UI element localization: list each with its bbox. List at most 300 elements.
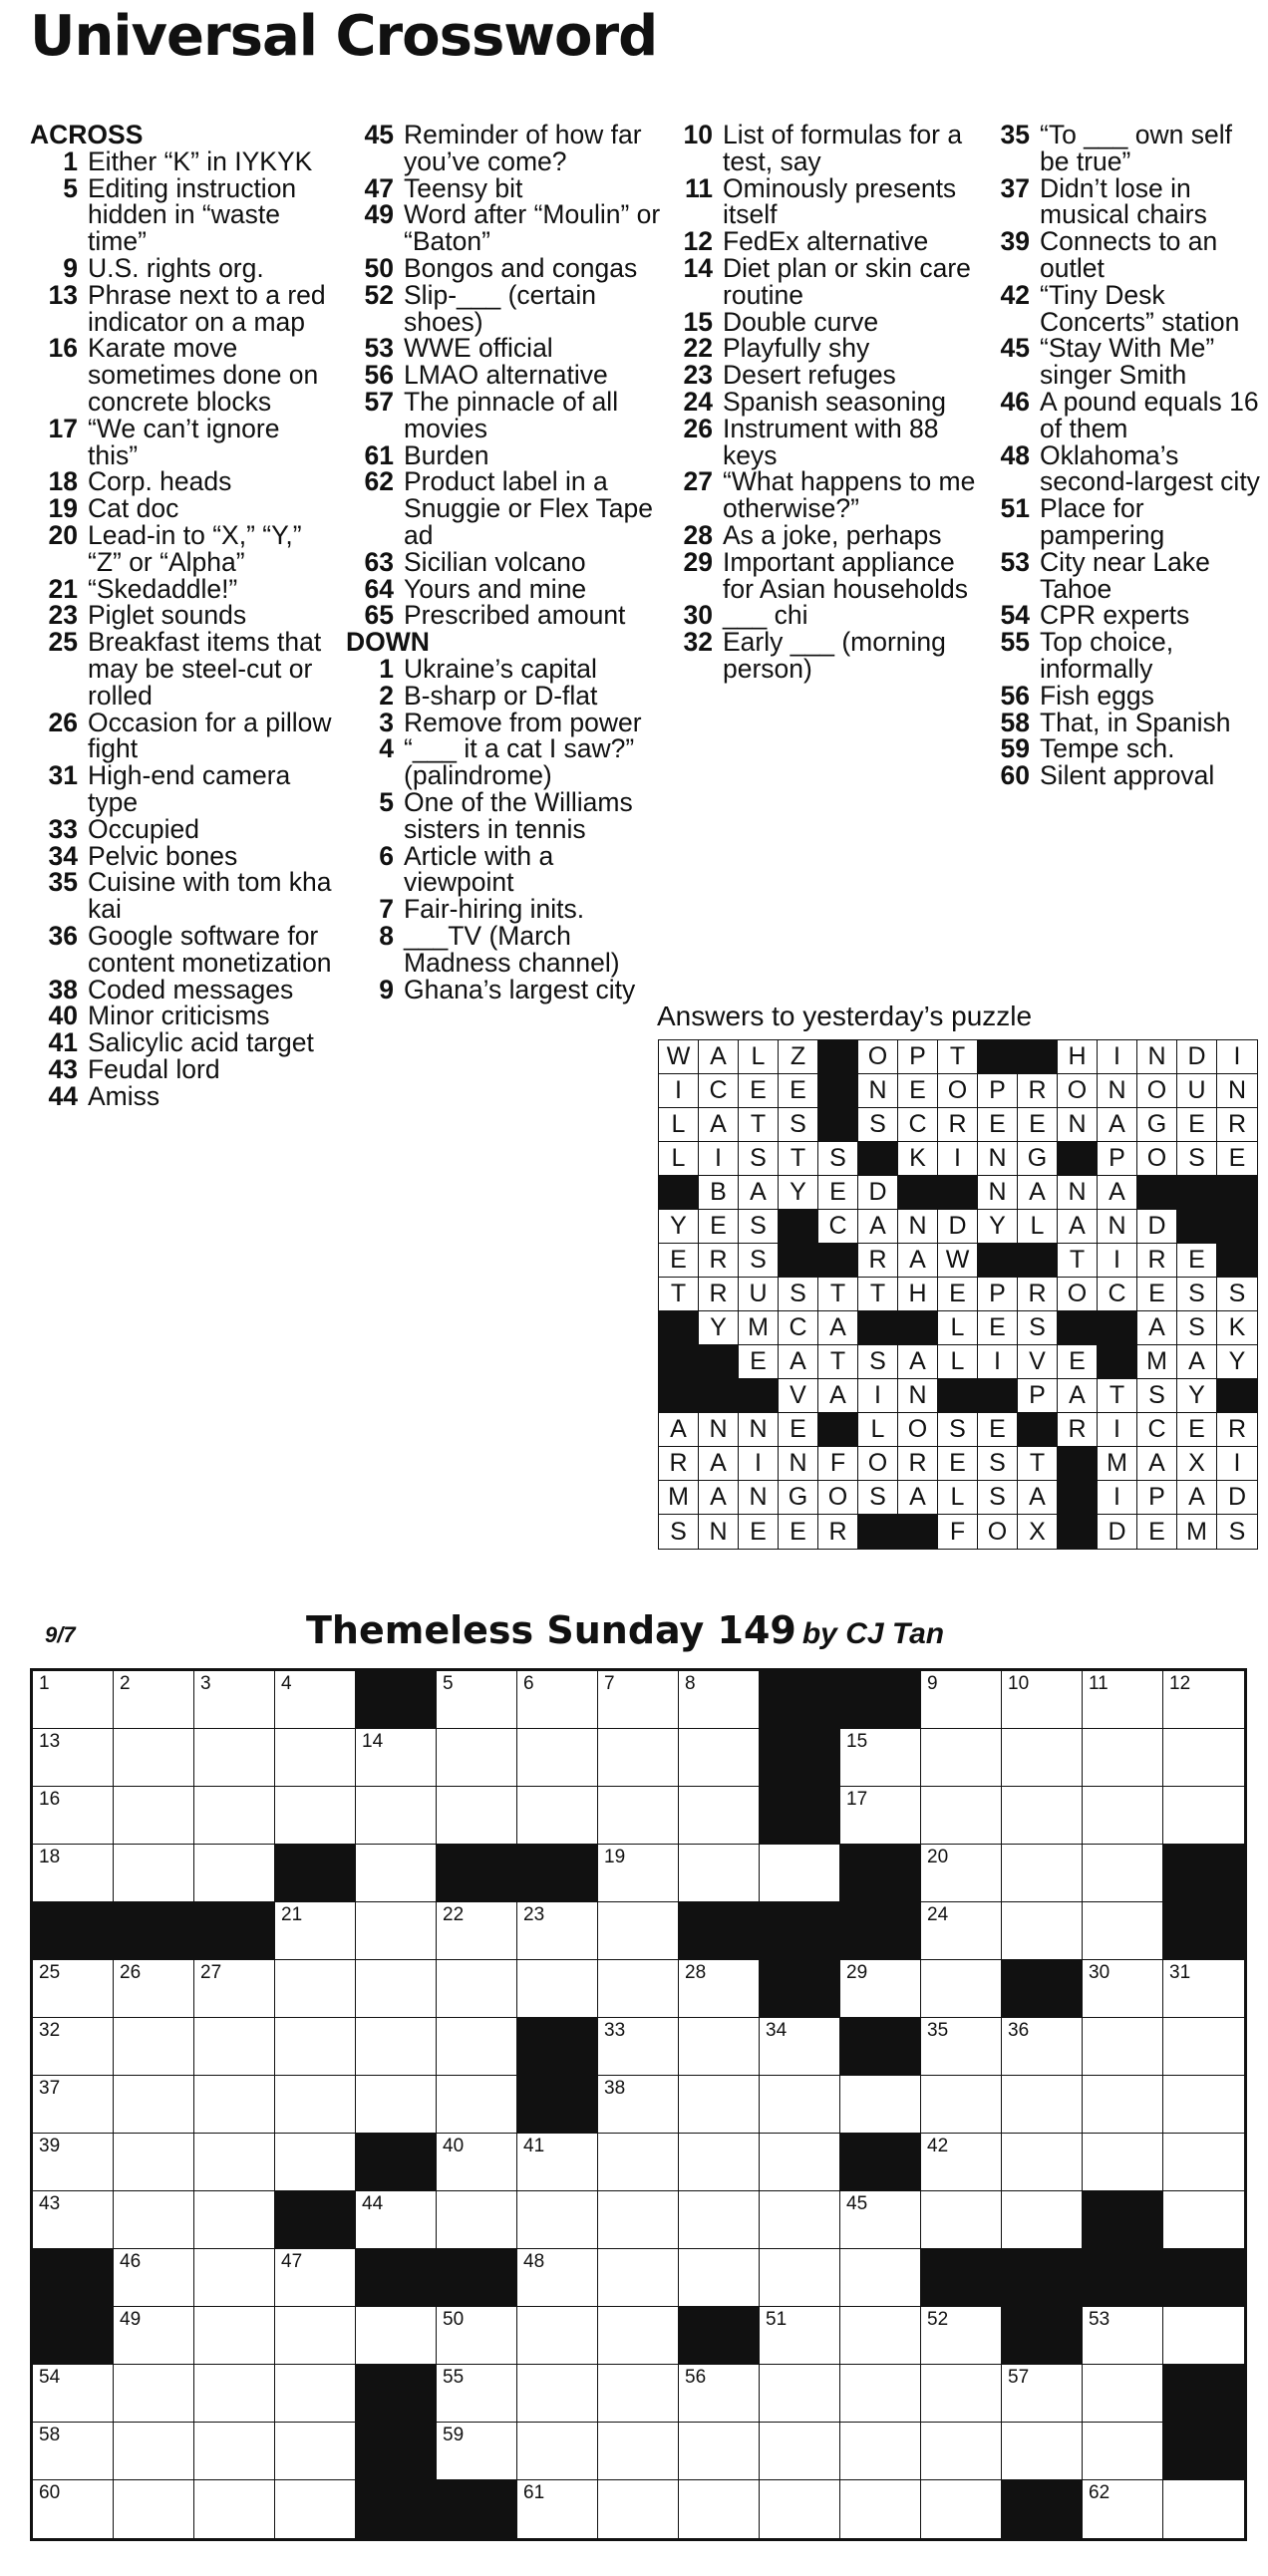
- grid-square: [760, 2134, 840, 2191]
- answer-letter: A: [1098, 1176, 1137, 1210]
- grid-square: [598, 2249, 679, 2307]
- answer-letter: A: [1177, 1345, 1217, 1379]
- grid-square: [194, 2076, 275, 2134]
- clue-text: “Stay With Me” singer Smith: [1040, 333, 1215, 391]
- grid-number: 15: [846, 1731, 868, 1752]
- clue: [28, 279, 332, 337]
- clue: [28, 172, 332, 257]
- clue-number: 56: [1000, 680, 1030, 711]
- clue: [28, 573, 332, 604]
- answer-grid: [658, 1039, 1258, 1550]
- clue-number: 62: [364, 466, 394, 497]
- grid-square: [921, 1902, 1002, 1960]
- answer-letter: I: [1098, 1040, 1137, 1074]
- clue-text: Spanish seasoning: [723, 386, 946, 417]
- answer-letter: A: [779, 1345, 818, 1379]
- answer-block: [659, 1379, 699, 1413]
- grid-square: [356, 1902, 437, 1960]
- clue-number: 21: [48, 573, 78, 604]
- answer-letter: E: [1018, 1108, 1058, 1142]
- answer-block: [1098, 1311, 1137, 1345]
- clue-text: Bongos and congas: [404, 252, 638, 283]
- clue: [28, 1053, 332, 1084]
- grid-square: [194, 2191, 275, 2249]
- black-square: [840, 2134, 921, 2191]
- answer-letter: S: [818, 1142, 858, 1176]
- grid-square: [356, 2307, 437, 2365]
- answer-block: [978, 1379, 1018, 1413]
- grid-square: [840, 2307, 921, 2365]
- answer-letter: N: [699, 1515, 739, 1549]
- clue: [663, 386, 977, 417]
- clue-text: Connects to an outlet: [1040, 226, 1218, 283]
- clue: [344, 172, 663, 203]
- grid-square: [1002, 2365, 1083, 2423]
- clue-text: Top choice, informally: [1040, 627, 1174, 684]
- answer-letter: A: [858, 1210, 898, 1244]
- clue-number: 4: [379, 733, 394, 764]
- clue-number: 37: [1000, 172, 1030, 203]
- grid-square: [1002, 2018, 1083, 2076]
- black-square: [356, 2249, 437, 2307]
- clue: [344, 896, 663, 923]
- black-square: [437, 2249, 517, 2307]
- clue-text: Either “K” in IYKYK: [88, 145, 313, 176]
- clue: [344, 920, 663, 978]
- answer-letter: A: [898, 1345, 938, 1379]
- clue-text: Double curve: [723, 306, 879, 337]
- grid-square: [356, 1787, 437, 1845]
- answer-block: [1058, 1311, 1098, 1345]
- clue-text: Didn’t lose in musical chairs: [1040, 172, 1207, 230]
- answer-letter: T: [779, 1142, 818, 1176]
- answer-letter: C: [898, 1108, 938, 1142]
- clue-text: FedEx alternative: [723, 226, 929, 257]
- answer-letter: O: [818, 1481, 858, 1515]
- clue-text: One of the Williams sisters in tennis: [404, 786, 633, 844]
- grid-number: 1: [39, 1673, 50, 1694]
- clue-text: Occasion for a pillow fight: [88, 707, 332, 764]
- answer-letter: M: [659, 1481, 699, 1515]
- clue: [28, 974, 332, 1004]
- answer-letter: N: [898, 1210, 938, 1244]
- grid-square: [598, 1845, 679, 1902]
- clue: [344, 546, 663, 577]
- black-square: [356, 2134, 437, 2191]
- grid-square: [598, 1729, 679, 1787]
- answer-letter: I: [978, 1345, 1018, 1379]
- answer-letter: E: [1177, 1108, 1217, 1142]
- answer-letter: I: [659, 1074, 699, 1108]
- answer-letter: S: [779, 1108, 818, 1142]
- clue-text: Oklahoma’s second-largest city: [1040, 439, 1260, 497]
- grid-square: [1083, 2307, 1163, 2365]
- black-square: [1083, 2191, 1163, 2249]
- clue-text: Google software for content monetization: [88, 920, 332, 978]
- grid-square: [114, 2018, 194, 2076]
- black-square: [760, 1729, 840, 1787]
- grid-square: [114, 2249, 194, 2307]
- answer-letter: A: [1137, 1311, 1177, 1345]
- answer-letter: Y: [978, 1210, 1018, 1244]
- answer-letter: S: [1228, 1517, 1246, 1546]
- black-square: [114, 1902, 194, 1960]
- answer-letter: P: [898, 1040, 938, 1074]
- grid-square: [679, 2423, 760, 2480]
- answer-block: [779, 1244, 818, 1278]
- clue-number: 47: [364, 172, 394, 203]
- clue-number: 53: [1000, 546, 1030, 577]
- answer-letter: E: [1058, 1345, 1098, 1379]
- clue: [663, 629, 977, 683]
- answer-letter: T: [739, 1108, 779, 1142]
- black-square: [1163, 2365, 1244, 2423]
- grid-number: 38: [604, 2078, 626, 2099]
- clue: [980, 172, 1268, 230]
- clue: [344, 279, 663, 337]
- answer-block: [1217, 1244, 1257, 1278]
- answer-letter: E: [1177, 1244, 1217, 1278]
- black-square: [356, 2365, 437, 2423]
- clue-number: 63: [364, 546, 394, 577]
- answer-block: [1018, 1244, 1058, 1278]
- grid-square: [114, 2480, 194, 2538]
- grid-square: [1083, 1729, 1163, 1787]
- grid-square: [1163, 2134, 1244, 2191]
- answer-letter: O: [898, 1413, 938, 1447]
- grid-square: [437, 1729, 517, 1787]
- grid-square: [679, 2480, 760, 2538]
- clue: [28, 252, 332, 283]
- clue: [663, 335, 977, 362]
- answer-block: [858, 1311, 898, 1345]
- answer-letter: L: [659, 1108, 699, 1142]
- grid-square: [437, 2191, 517, 2249]
- grid-square: [33, 2018, 114, 2076]
- grid-square: [33, 2365, 114, 2423]
- answer-block: [938, 1379, 978, 1413]
- answer-letter: A: [699, 1040, 739, 1074]
- grid-square: [275, 2134, 356, 2191]
- grid-square: [114, 2134, 194, 2191]
- answer-letter: I: [739, 1447, 779, 1481]
- grid-number: 44: [362, 2193, 384, 2214]
- grid-square: [194, 2134, 275, 2191]
- clue-text: A pound equals 16 of them: [1040, 386, 1259, 443]
- clue-number: 41: [48, 1027, 78, 1058]
- grid-square: [437, 2134, 517, 2191]
- clue: [344, 362, 663, 389]
- grid-number: 5: [443, 1673, 454, 1694]
- answer-block: [858, 1515, 898, 1549]
- grid-square: [1083, 2134, 1163, 2191]
- answer-letter: E: [779, 1413, 818, 1447]
- grid-square: [598, 2423, 679, 2480]
- clue-text: Salicylic acid target: [88, 1027, 314, 1058]
- grid-square: [275, 1902, 356, 1960]
- grid-number: 34: [766, 2020, 788, 2041]
- answer-letter: I: [1217, 1447, 1257, 1481]
- answer-letter: O: [858, 1040, 898, 1074]
- clue-number: 61: [364, 439, 394, 470]
- answer-letter: W: [938, 1244, 978, 1278]
- answer-letter: A: [898, 1481, 938, 1515]
- answer-block: [1177, 1210, 1217, 1244]
- clue-text: Article with a viewpoint: [404, 840, 554, 898]
- grid-square: [517, 1960, 598, 2018]
- answer-letter: I: [1098, 1244, 1137, 1278]
- clue: [344, 122, 663, 175]
- answer-letter: P: [1098, 1142, 1137, 1176]
- grid-square: [760, 2423, 840, 2480]
- grid-square: [114, 1787, 194, 1845]
- clue-text: “To ___ own self be true”: [1040, 120, 1232, 176]
- answer-block: [1217, 1210, 1257, 1244]
- answer-letter: V: [779, 1379, 818, 1413]
- answer-letter: M: [1137, 1345, 1177, 1379]
- answer-letter: N: [1098, 1210, 1137, 1244]
- answer-block: [898, 1311, 938, 1345]
- grid-number: 39: [39, 2136, 61, 2156]
- grid-square: [275, 1729, 356, 1787]
- grid-square: [921, 2480, 1002, 2538]
- clue-text: Ghana’s largest city: [404, 974, 636, 1004]
- grid-square: [598, 1671, 679, 1729]
- answer-letter: A: [699, 1447, 739, 1481]
- answer-letter: H: [898, 1278, 938, 1311]
- puzzle-title: Themeless Sunday 149: [306, 1608, 796, 1652]
- answer-letter: O: [938, 1074, 978, 1108]
- answer-letter: I: [1217, 1040, 1257, 1074]
- answer-letter: L: [1018, 1210, 1058, 1244]
- answer-letter: S: [779, 1278, 818, 1311]
- page-title: Universal Crossword: [30, 4, 658, 69]
- grid-square: [1002, 1845, 1083, 1902]
- grid-number: 50: [443, 2309, 465, 2330]
- clue: [980, 680, 1268, 711]
- clue: [980, 762, 1268, 789]
- answer-letter: I: [699, 1142, 739, 1176]
- clue: [344, 386, 663, 443]
- grid-square: [437, 2365, 517, 2423]
- answer-letter: N: [1137, 1040, 1177, 1074]
- grid-square: [356, 2076, 437, 2134]
- grid-square: [1083, 1960, 1163, 2018]
- clue-number: 24: [683, 386, 713, 417]
- black-square: [760, 1902, 840, 1960]
- grid-square: [437, 2423, 517, 2480]
- grid-number: 29: [846, 1962, 868, 1983]
- grid-number: 46: [120, 2251, 142, 2272]
- grid-square: [114, 1960, 194, 2018]
- clue-text: Cat doc: [88, 493, 179, 524]
- answer-letter: G: [779, 1481, 818, 1515]
- answer-letter: F: [818, 1447, 858, 1481]
- clue-text: U.S. rights org.: [88, 252, 264, 283]
- answer-block: [1217, 1379, 1257, 1413]
- answer-block: [1058, 1447, 1098, 1481]
- answer-block: [818, 1074, 858, 1108]
- answer-letter: E: [898, 1074, 938, 1108]
- answer-letter: E: [1217, 1142, 1257, 1176]
- grid-number: 35: [927, 2020, 949, 2041]
- grid-square: [760, 2249, 840, 2307]
- clue: [28, 762, 332, 816]
- grid-square: [275, 1787, 356, 1845]
- grid-square: [33, 2480, 114, 2538]
- black-square: [33, 2307, 114, 2365]
- grid-square: [194, 2423, 275, 2480]
- answer-letter: P: [1018, 1379, 1058, 1413]
- answer-letter: A: [1177, 1481, 1217, 1515]
- clue: [28, 840, 332, 871]
- answer-letter: Y: [699, 1311, 739, 1345]
- grid-number: 60: [39, 2482, 61, 2503]
- grid-square: [598, 2076, 679, 2134]
- grid-square: [33, 2191, 114, 2249]
- grid-square: [840, 2480, 921, 2538]
- clue-text: Phrase next to a red indicator on a map: [88, 279, 326, 337]
- clue: [28, 1002, 332, 1029]
- answer-block: [818, 1413, 858, 1447]
- answer-letter: F: [938, 1515, 978, 1549]
- answer-letter: T: [818, 1345, 858, 1379]
- answer-letter: C: [779, 1311, 818, 1345]
- grid-square: [921, 1960, 1002, 2018]
- clue: [344, 573, 663, 604]
- grid-square: [598, 2365, 679, 2423]
- grid-square: [1002, 1671, 1083, 1729]
- answer-block: [1018, 1413, 1058, 1447]
- black-square: [1083, 2249, 1163, 2307]
- clue-text: Cuisine with tom kha kai: [88, 867, 332, 925]
- grid-square: [194, 1845, 275, 1902]
- grid-number: 51: [766, 2309, 788, 2330]
- answer-letter: E: [739, 1074, 779, 1108]
- clue-text: LMAO alternative: [404, 360, 608, 391]
- clue-text: Amiss: [88, 1080, 160, 1111]
- clue-text: Diet plan or skin care routine: [723, 252, 971, 310]
- clue-number: 27: [683, 466, 713, 497]
- black-square: [840, 1902, 921, 1960]
- clue-text: Editing instruction hidden in “waste time”: [88, 172, 297, 257]
- clue-number: 65: [364, 600, 394, 631]
- clue: [980, 495, 1268, 549]
- clue: [663, 413, 977, 470]
- grid-square: [517, 2249, 598, 2307]
- answer-letter: E: [739, 1515, 779, 1549]
- black-square: [437, 2480, 517, 2538]
- clue: [344, 680, 663, 711]
- black-square: [760, 1671, 840, 1729]
- grid-square: [517, 1787, 598, 1845]
- answer-letter: S: [938, 1413, 978, 1447]
- clue-number: 39: [1000, 226, 1030, 257]
- grid-square: [1002, 2191, 1083, 2249]
- clue-number: 35: [48, 867, 78, 898]
- clue: [28, 413, 332, 470]
- grid-square: [598, 1902, 679, 1960]
- grid-square: [679, 1845, 760, 1902]
- clue: [28, 1029, 332, 1056]
- answer-block: [1058, 1481, 1098, 1515]
- answer-letter: S: [1137, 1379, 1177, 1413]
- answer-letter: A: [699, 1108, 739, 1142]
- crossword-grid: [30, 1668, 1247, 2541]
- grid-square: [1083, 2018, 1163, 2076]
- answer-letter: O: [978, 1515, 1018, 1549]
- answer-letter: T: [858, 1278, 898, 1311]
- answer-block: [659, 1345, 699, 1379]
- answer-letter: A: [818, 1311, 858, 1345]
- answer-block: [1137, 1176, 1177, 1210]
- grid-square: [33, 1671, 114, 1729]
- clue: [344, 335, 663, 362]
- grid-square: [517, 1729, 598, 1787]
- answer-letter: S: [1217, 1278, 1257, 1311]
- grid-square: [114, 2191, 194, 2249]
- answer-letter: A: [1058, 1379, 1098, 1413]
- clue: [663, 252, 977, 310]
- answer-letter: D: [1217, 1481, 1257, 1515]
- answer-letter: C: [818, 1210, 858, 1244]
- grid-number: 21: [281, 1904, 303, 1925]
- clue: [28, 519, 332, 577]
- grid-square: [517, 2307, 598, 2365]
- answer-letter: C: [1137, 1413, 1177, 1447]
- black-square: [517, 1845, 598, 1902]
- clue-number: 18: [48, 466, 78, 497]
- grid-square: [1002, 1729, 1083, 1787]
- grid-square: [840, 1729, 921, 1787]
- grid-number: 52: [927, 2309, 949, 2330]
- grid-square: [760, 2191, 840, 2249]
- grid-number: 12: [1169, 1673, 1191, 1694]
- grid-square: [760, 2365, 840, 2423]
- grid-square: [33, 1729, 114, 1787]
- grid-square: [33, 2134, 114, 2191]
- grid-number: 27: [200, 1962, 222, 1983]
- grid-number: 13: [39, 1731, 61, 1752]
- black-square: [275, 1845, 356, 1902]
- grid-square: [598, 2307, 679, 2365]
- clue-number: 20: [48, 519, 78, 550]
- answer-block: [978, 1040, 1018, 1074]
- clue-number: 8: [379, 920, 394, 951]
- date-label: 9/7: [45, 1622, 76, 1647]
- answer-block: [818, 1244, 858, 1278]
- answer-letter: N: [978, 1176, 1018, 1210]
- grid-number: 47: [281, 2251, 303, 2272]
- clue-text: The pinnacle of all movies: [404, 386, 619, 443]
- grid-square: [517, 2423, 598, 2480]
- answer-letter: Z: [779, 1040, 818, 1074]
- clue-number: 23: [48, 600, 78, 631]
- black-square: [356, 1671, 437, 1729]
- clue: [344, 707, 663, 737]
- answer-letter: R: [699, 1278, 739, 1311]
- grid-square: [114, 2423, 194, 2480]
- answer-letter: K: [1217, 1311, 1257, 1345]
- grid-square: [275, 1960, 356, 2018]
- answer-letter: B: [699, 1176, 739, 1210]
- black-square: [1002, 2480, 1083, 2538]
- clue-number: 10: [683, 120, 713, 149]
- grid-number: 20: [927, 1847, 949, 1867]
- answer-letter: T: [1058, 1244, 1098, 1278]
- clue-number: 46: [1000, 386, 1030, 417]
- clue-number: 44: [48, 1080, 78, 1111]
